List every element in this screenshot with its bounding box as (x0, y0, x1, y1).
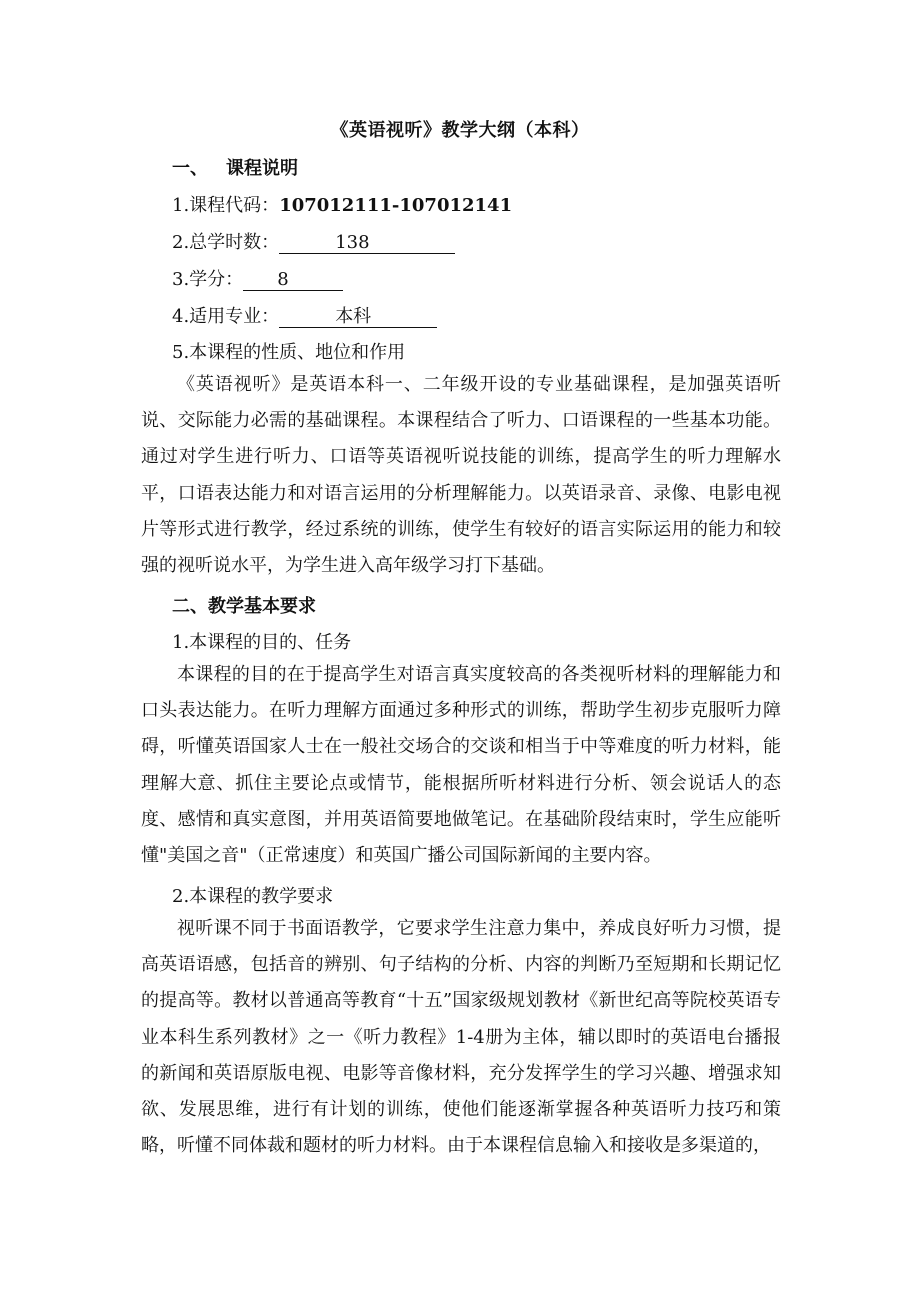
document-title: 《英语视听》教学大纲（本科） (330, 120, 590, 141)
section1-heading-number: 一、 (172, 158, 208, 179)
credits-value: 8 (243, 269, 343, 291)
course-nature-paragraph: 《英语视听》是英语本科一、二年级开设的专业基础课程，是加强英语听说、交际能力必需的基础课程。本课程结合了听力、口语课程的一些基本功能。通过对学生进行听力、口语等英语视听说技能的训练，提高学生的听力理解水平，口语表达能力和对语言运用的分析理解能力。以英语录音、录像、电影电视片等形式进行教学，经过系统的训练，使学生有较好的语言实际运用的能力和较强的视听说水平，为学生进入高年级学习打下基础。 (141, 374, 781, 577)
objectives-heading: 1.本课程的目的、任务 (172, 632, 352, 653)
course-code-value: 107012111-107012141 (279, 195, 513, 216)
course-nature-heading: 5.本课程的性质、地位和作用 (172, 342, 406, 363)
total-hours-value: 138 (279, 232, 455, 254)
course-code-line (172, 191, 512, 217)
requirements-heading: 2.本课程的教学要求 (172, 886, 334, 907)
major-label: 4.适用专业： (172, 306, 280, 327)
total-hours-line (172, 228, 455, 254)
major-line (172, 302, 437, 328)
major-value: 本科 (279, 306, 437, 328)
section2-heading: 二、教学基本要求 (172, 596, 316, 617)
credits-label: 3.学分： (172, 269, 244, 290)
section1-heading-text: 课程说明 (226, 158, 298, 179)
course-code-label: 1.课程代码： (172, 195, 280, 216)
total-hours-label: 2.总学时数： (172, 232, 280, 253)
objectives-paragraph: 本课程的目的在于提高学生对语言真实度较高的各类视听材料的理解能力和口头表达能力。在听力理解方面通过多种形式的训练，帮助学生初步克服听力障碍，听懂英语国家人士在一般社交场合的交谈和相当于中等难度的听力材料，能理解大意、抓住主要论点或情节，能根据所听材料进行分析、领会说话人的态度、感情和真实意图，并用英语简要地做笔记。在基础阶段结束时，学生应能听懂"美国之音"（正常速度）和英国广播公司国际新闻的主要内容。 (141, 664, 781, 867)
requirements-paragraph: 视听课不同于书面语教学，它要求学生注意力集中，养成良好听力习惯，提高英语语感，包括音的辨别、句子结构的分析、内容的判断乃至短期和长期记忆的提高等。教材以普通高等教育“十五”国家级规划教材《新世纪高等院校英语专业本科生系列教材》之一《听力教程》1-4册为主体，辅以即时的英语电台播报的新闻和英语原版电视、电影等音像材料，充分发挥学生的学习兴趣、增强求知欲、发展思维，进行有计划的训练，使他们能逐渐掌握各种英语听力技巧和策略，听懂不同体裁和题材的听力材料。由于本课程信息输入和接收是多渠道的， (141, 918, 781, 1157)
section1-heading (172, 154, 298, 180)
credits-line (172, 265, 343, 291)
